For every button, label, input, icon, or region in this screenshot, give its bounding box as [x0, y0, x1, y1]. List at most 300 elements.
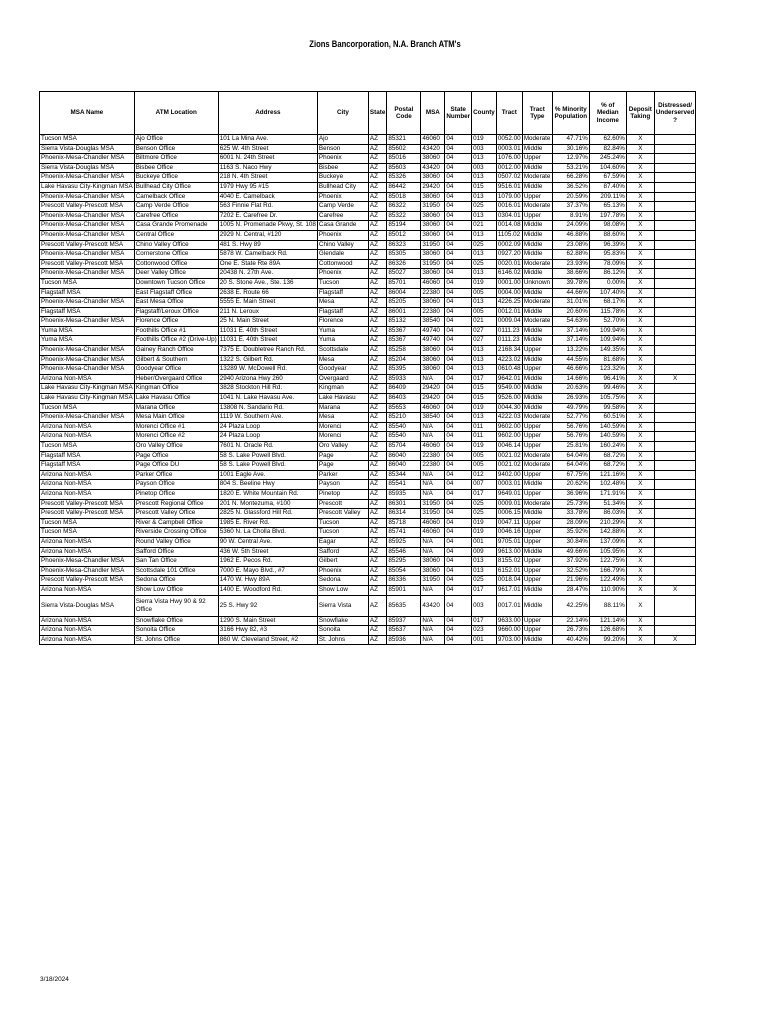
table-cell: 9602.00 [496, 422, 522, 432]
table-cell: Prescott Valley-Prescott MSA [40, 509, 135, 519]
table-cell: 04 [445, 250, 472, 260]
table-cell: 0012.00 [496, 163, 522, 173]
table-cell: 62.88% [552, 250, 589, 260]
table-cell: 04 [445, 489, 472, 499]
table-cell: 46060 [421, 135, 445, 145]
table-cell: 1470 W. Hwy 89A [218, 576, 317, 586]
table-cell: 025 [472, 576, 497, 586]
table-cell: 04 [445, 576, 472, 586]
table-cell: 04 [445, 269, 472, 279]
table-cell [654, 557, 696, 567]
table-cell: 013 [472, 211, 497, 221]
table-cell: 25.73% [552, 499, 589, 509]
table-cell: 38060 [421, 221, 445, 231]
table-cell: Lake Havasu City-Kingman MSA [40, 394, 135, 404]
table-cell: Upper [522, 154, 552, 164]
table-cell: 49.79% [552, 403, 589, 413]
table-cell: 013 [472, 557, 497, 567]
table-cell: 20.63% [552, 384, 589, 394]
table-cell: AZ [368, 518, 386, 528]
table-row [40, 192, 696, 202]
table-row [40, 326, 696, 336]
table-cell: 017 [472, 489, 497, 499]
table-cell: Sierra Vista-Douglas MSA [40, 595, 135, 616]
table-cell: Goodyear Office [134, 365, 218, 375]
table-cell: Middle [522, 547, 552, 557]
table-cell: Scottsdale 101 Office [134, 566, 218, 576]
table-cell: Middle [522, 269, 552, 279]
table-row [40, 635, 696, 645]
table-cell: Safford [317, 547, 368, 557]
table-cell: Phoenix-Mesa-Chandler MSA [40, 211, 135, 221]
table-cell: 1001 Eagle Ave. [218, 470, 317, 480]
table-cell: 4222.03 [496, 413, 522, 423]
table-cell: 9703.00 [496, 635, 522, 645]
table-cell: Bisbee Office [134, 163, 218, 173]
table-cell: X [626, 221, 654, 231]
table-cell: 04 [445, 518, 472, 528]
table-cell: 9660.00 [496, 626, 522, 636]
table-cell: Phoenix [317, 230, 368, 240]
table-cell: 85326 [387, 173, 421, 183]
table-cell: AZ [368, 528, 386, 538]
table-cell: 46.66% [552, 365, 589, 375]
table-cell: 04 [445, 384, 472, 394]
table-cell: 04 [445, 192, 472, 202]
table-cell: X [626, 616, 654, 626]
table-cell: 22380 [421, 307, 445, 317]
page-title: Zions Bancorporation, N.A. Branch ATM's [309, 39, 461, 49]
table-cell [654, 278, 696, 288]
table-cell: 1962 E. Pecos Rd. [218, 557, 317, 567]
table-cell: 14.66% [552, 374, 589, 384]
table-cell: X [626, 240, 654, 250]
table-cell [654, 355, 696, 365]
table-cell: N/A [421, 626, 445, 636]
table-cell [654, 528, 696, 538]
table-cell: 218 N. 4th Street [218, 173, 317, 183]
table-cell: 04 [445, 240, 472, 250]
table-cell: X [626, 307, 654, 317]
table-cell: 013 [472, 298, 497, 308]
table-cell [654, 173, 696, 183]
table-cell: 99.46% [589, 384, 626, 394]
table-cell: 860 W. Cleveland Street, #2 [218, 635, 317, 645]
table-cell: 31950 [421, 576, 445, 586]
table-cell: AZ [368, 566, 386, 576]
table-cell [654, 230, 696, 240]
table-cell: 47.71% [552, 135, 589, 145]
table-cell: Casa Grande Promenade [134, 221, 218, 231]
table-cell: 121.14% [589, 616, 626, 626]
table-cell: 121.16% [589, 470, 626, 480]
table-cell: N/A [421, 374, 445, 384]
table-cell: 1163 S. Naco Hwy [218, 163, 317, 173]
table-cell: 019 [472, 278, 497, 288]
table-cell: Morenci [317, 422, 368, 432]
table-cell: 04 [445, 394, 472, 404]
table-cell: 0020.01 [496, 259, 522, 269]
table-cell: Phoenix-Mesa-Chandler MSA [40, 346, 135, 356]
table-cell: 13.22% [552, 346, 589, 356]
table-cell: 013 [472, 269, 497, 279]
table-cell [654, 413, 696, 423]
table-row [40, 307, 696, 317]
table-cell [654, 518, 696, 528]
table-cell: 7601 N. Oracle Rd. [218, 442, 317, 452]
table-cell: 49.66% [552, 547, 589, 557]
table-cell: 04 [445, 374, 472, 384]
table-cell: Page Office DU [134, 461, 218, 471]
table-cell: Upper [522, 442, 552, 452]
table-cell: Bullhead City Office [134, 182, 218, 192]
table-cell: 38060 [421, 250, 445, 260]
table-cell: 85541 [387, 480, 421, 490]
table-cell: 04 [445, 547, 472, 557]
table-cell: 85132 [387, 317, 421, 327]
table-row [40, 626, 696, 636]
table-cell: X [626, 384, 654, 394]
table-cell: Glendale [317, 250, 368, 260]
table-cell: 0046.16 [496, 528, 522, 538]
table-cell: Middle [522, 163, 552, 173]
table-cell: 04 [445, 537, 472, 547]
table-cell: 126.68% [589, 626, 626, 636]
table-cell: 60.51% [589, 413, 626, 423]
table-cell: AZ [368, 355, 386, 365]
table-cell: AZ [368, 480, 386, 490]
table-cell: San Tan Office [134, 557, 218, 567]
table-cell: 31950 [421, 202, 445, 212]
table-cell: AZ [368, 537, 386, 547]
table-cell: X [626, 173, 654, 183]
table-cell: 025 [472, 499, 497, 509]
table-cell [654, 365, 696, 375]
table-cell: 122.49% [589, 576, 626, 586]
table-cell: Arizona Non-MSA [40, 489, 135, 499]
table-cell: 04 [445, 480, 472, 490]
table-cell: AZ [368, 182, 386, 192]
table-cell: 85637 [387, 626, 421, 636]
table-cell: 9402.00 [496, 470, 522, 480]
table-cell: Page [317, 451, 368, 461]
table-row [40, 163, 696, 173]
table-cell: 86301 [387, 499, 421, 509]
table-cell [654, 566, 696, 576]
table-cell: 38060 [421, 192, 445, 202]
table-row [40, 240, 696, 250]
table-cell: 85204 [387, 355, 421, 365]
table-cell: 197.78% [589, 211, 626, 221]
table-cell: Middle [522, 250, 552, 260]
table-cell [654, 432, 696, 442]
table-cell: Sierra Vista [317, 595, 368, 616]
table-cell: 013 [472, 346, 497, 356]
table-cell [654, 144, 696, 154]
table-cell: Lake Havasu City-Kingman MSA [40, 182, 135, 192]
table-row [40, 489, 696, 499]
table-row [40, 461, 696, 471]
table-cell: 22.14% [552, 616, 589, 626]
table-cell: Florence [317, 317, 368, 327]
table-cell: X [626, 317, 654, 327]
table-cell: 017 [472, 585, 497, 595]
table-cell: 53.21% [552, 163, 589, 173]
column-header: County [472, 92, 497, 135]
table-cell: Phoenix-Mesa-Chandler MSA [40, 192, 135, 202]
table-cell: N/A [421, 616, 445, 626]
table-cell: Mesa [317, 413, 368, 423]
table-cell: 86001 [387, 307, 421, 317]
table-cell: X [626, 230, 654, 240]
table-cell: 0047.11 [496, 518, 522, 528]
table-cell: 04 [445, 413, 472, 423]
table-cell: X [626, 135, 654, 145]
table-cell: Phoenix-Mesa-Chandler MSA [40, 250, 135, 260]
table-cell: Flagstaff [317, 288, 368, 298]
table-cell: X [626, 451, 654, 461]
table-cell: Arizona Non-MSA [40, 480, 135, 490]
table-cell: 2638 E. Route 66 [218, 288, 317, 298]
table-cell: 012 [472, 470, 497, 480]
table-cell: 85704 [387, 442, 421, 452]
table-cell: Phoenix-Mesa-Chandler MSA [40, 221, 135, 231]
table-cell: 04 [445, 635, 472, 645]
table-cell: Upper [522, 557, 552, 567]
table-cell: 201 N. Montezuma, #100 [218, 499, 317, 509]
table-cell: 85194 [387, 221, 421, 231]
table-cell [654, 384, 696, 394]
table-cell: X [626, 259, 654, 269]
table-cell: Middle [522, 288, 552, 298]
table-cell: 0927.20 [496, 250, 522, 260]
table-cell: 85027 [387, 269, 421, 279]
table-cell: 04 [445, 202, 472, 212]
table-cell: X [626, 547, 654, 557]
table-cell: 1322 S. Gilbert Rd. [218, 355, 317, 365]
table-cell: Phoenix-Mesa-Chandler MSA [40, 154, 135, 164]
table-cell: 013 [472, 413, 497, 423]
table-cell: X [626, 528, 654, 538]
table-cell: 102.48% [589, 480, 626, 490]
table-cell: 85367 [387, 336, 421, 346]
table-cell: 22380 [421, 461, 445, 471]
table-cell: 9613.00 [496, 547, 522, 557]
table-cell: 85602 [387, 144, 421, 154]
table-cell: N/A [421, 635, 445, 645]
table-cell: 86409 [387, 384, 421, 394]
table-cell: Moderate [522, 317, 552, 327]
table-cell: X [626, 192, 654, 202]
table-cell: 65.13% [589, 202, 626, 212]
table-cell: 9549.00 [496, 384, 522, 394]
table-cell: Phoenix-Mesa-Chandler MSA [40, 566, 135, 576]
table-cell: 013 [472, 192, 497, 202]
table-cell: X [626, 537, 654, 547]
table-cell: 0507.02 [496, 173, 522, 183]
table-cell: 40.42% [552, 635, 589, 645]
table-cell: Riverside Crossing Office [134, 528, 218, 538]
table-cell: 86040 [387, 451, 421, 461]
table-cell: 04 [445, 585, 472, 595]
table-cell: Arizona Non-MSA [40, 374, 135, 384]
table-cell: Tucson [317, 528, 368, 538]
table-cell [654, 346, 696, 356]
table-cell: 88.11% [589, 595, 626, 616]
table-cell: AZ [368, 269, 386, 279]
table-cell: 38060 [421, 269, 445, 279]
table-cell: Snowflake [317, 616, 368, 626]
table-cell: 005 [472, 451, 497, 461]
table-cell: 481 S. Hwy 89 [218, 240, 317, 250]
table-cell: 68.72% [589, 461, 626, 471]
table-cell: 04 [445, 278, 472, 288]
table-cell: Casa Grande [317, 221, 368, 231]
table-cell: Middle [522, 384, 552, 394]
table-cell: Tucson MSA [40, 403, 135, 413]
table-cell: Middle [522, 509, 552, 519]
table-cell: AZ [368, 384, 386, 394]
table-cell: 04 [445, 221, 472, 231]
table-cell: 0052.00 [496, 135, 522, 145]
table-cell: 9516.01 [496, 182, 522, 192]
table-cell: Prescott Valley-Prescott MSA [40, 240, 135, 250]
table-cell: 13289 W. McDowell Rd. [218, 365, 317, 375]
table-cell: 171.91% [589, 489, 626, 499]
table-cell: Middle [522, 182, 552, 192]
table-cell: AZ [368, 451, 386, 461]
table-cell [654, 211, 696, 221]
table-cell: 0021.02 [496, 451, 522, 461]
table-cell: X [626, 202, 654, 212]
table-cell: 85937 [387, 616, 421, 626]
table-cell: 005 [472, 307, 497, 317]
table-cell: 86.03% [589, 509, 626, 519]
table-cell: 44.55% [552, 355, 589, 365]
table-cell: X [626, 480, 654, 490]
table-cell: Phoenix [317, 154, 368, 164]
table-cell: 8155.02 [496, 557, 522, 567]
table-cell: Arizona Non-MSA [40, 616, 135, 626]
table-row [40, 499, 696, 509]
table-row [40, 557, 696, 567]
table-cell: X [626, 346, 654, 356]
table-cell: 86403 [387, 394, 421, 404]
table-cell: 38060 [421, 230, 445, 240]
table-cell: 85701 [387, 278, 421, 288]
table-cell: 25 N. Main Street [218, 317, 317, 327]
branch-atm-table [39, 91, 696, 645]
table-cell: 64.04% [552, 461, 589, 471]
table-cell: 42.25% [552, 595, 589, 616]
table-cell: 38.66% [552, 269, 589, 279]
table-cell: 85018 [387, 192, 421, 202]
table-cell: 0021.02 [496, 461, 522, 471]
table-cell: Upper [522, 365, 552, 375]
table-cell: 46060 [421, 442, 445, 452]
table-cell: Phoenix [317, 192, 368, 202]
table-row [40, 442, 696, 452]
table-cell: Parker Office [134, 470, 218, 480]
table-cell: 85540 [387, 432, 421, 442]
table-cell: 013 [472, 154, 497, 164]
table-cell: X [626, 144, 654, 154]
table-cell: X [626, 557, 654, 567]
table-cell: 003 [472, 595, 497, 616]
table-cell: Phoenix-Mesa-Chandler MSA [40, 317, 135, 327]
table-cell: Phoenix-Mesa-Chandler MSA [40, 269, 135, 279]
table-row [40, 269, 696, 279]
table-row [40, 211, 696, 221]
table-cell: N/A [421, 489, 445, 499]
table-header-row [40, 92, 696, 135]
table-cell [654, 470, 696, 480]
table-cell: 0017.01 [496, 595, 522, 616]
table-cell: Marana [317, 403, 368, 413]
table-cell: 98.08% [589, 221, 626, 231]
table-cell: 04 [445, 307, 472, 317]
column-header: MSA Name [40, 92, 135, 135]
table-cell: Prescott Valley-Prescott MSA [40, 576, 135, 586]
table-cell: X [626, 489, 654, 499]
table-cell: Gainey Ranch Office [134, 346, 218, 356]
table-cell: 43420 [421, 595, 445, 616]
table-cell: 85344 [387, 470, 421, 480]
table-row [40, 413, 696, 423]
table-cell: 26.73% [552, 626, 589, 636]
table-cell: 0016.01 [496, 202, 522, 212]
table-row [40, 432, 696, 442]
table-cell: AZ [368, 211, 386, 221]
table-row [40, 422, 696, 432]
table-cell: Tucson MSA [40, 528, 135, 538]
table-cell: 6146.02 [496, 269, 522, 279]
table-cell: 49740 [421, 336, 445, 346]
table-cell: 25 S. Hwy 92 [218, 595, 317, 616]
table-cell: 0012.01 [496, 307, 522, 317]
table-row [40, 288, 696, 298]
table-cell: X [626, 470, 654, 480]
table-cell: 04 [445, 259, 472, 269]
table-cell: 67.75% [552, 470, 589, 480]
table-cell: 04 [445, 403, 472, 413]
table-cell: Benson Office [134, 144, 218, 154]
table-cell: Middle [522, 480, 552, 490]
table-cell: 85321 [387, 135, 421, 145]
table-cell: Morenci Office #2 [134, 432, 218, 442]
table-cell: Unknown [522, 278, 552, 288]
table-cell: 04 [445, 461, 472, 471]
table-cell: Yuma [317, 336, 368, 346]
column-header: % Minority Population [552, 92, 589, 135]
table-cell: N/A [421, 432, 445, 442]
column-header: Distressed/ Underserved ? [654, 92, 696, 135]
table-cell: 7375 E. Doubletree Ranch Rd. [218, 346, 317, 356]
table-row [40, 451, 696, 461]
table-cell: St. Johns [317, 635, 368, 645]
table-cell: Overgaard [317, 374, 368, 384]
table-cell: AZ [368, 336, 386, 346]
table-row [40, 576, 696, 586]
table-cell: 85718 [387, 518, 421, 528]
table-cell: 04 [445, 346, 472, 356]
table-cell: 38540 [421, 317, 445, 327]
table-cell: 209.11% [589, 192, 626, 202]
table-cell: 04 [445, 182, 472, 192]
table-cell: 210.29% [589, 518, 626, 528]
table-cell: Arizona Non-MSA [40, 635, 135, 645]
table-cell: 0001.00 [496, 278, 522, 288]
